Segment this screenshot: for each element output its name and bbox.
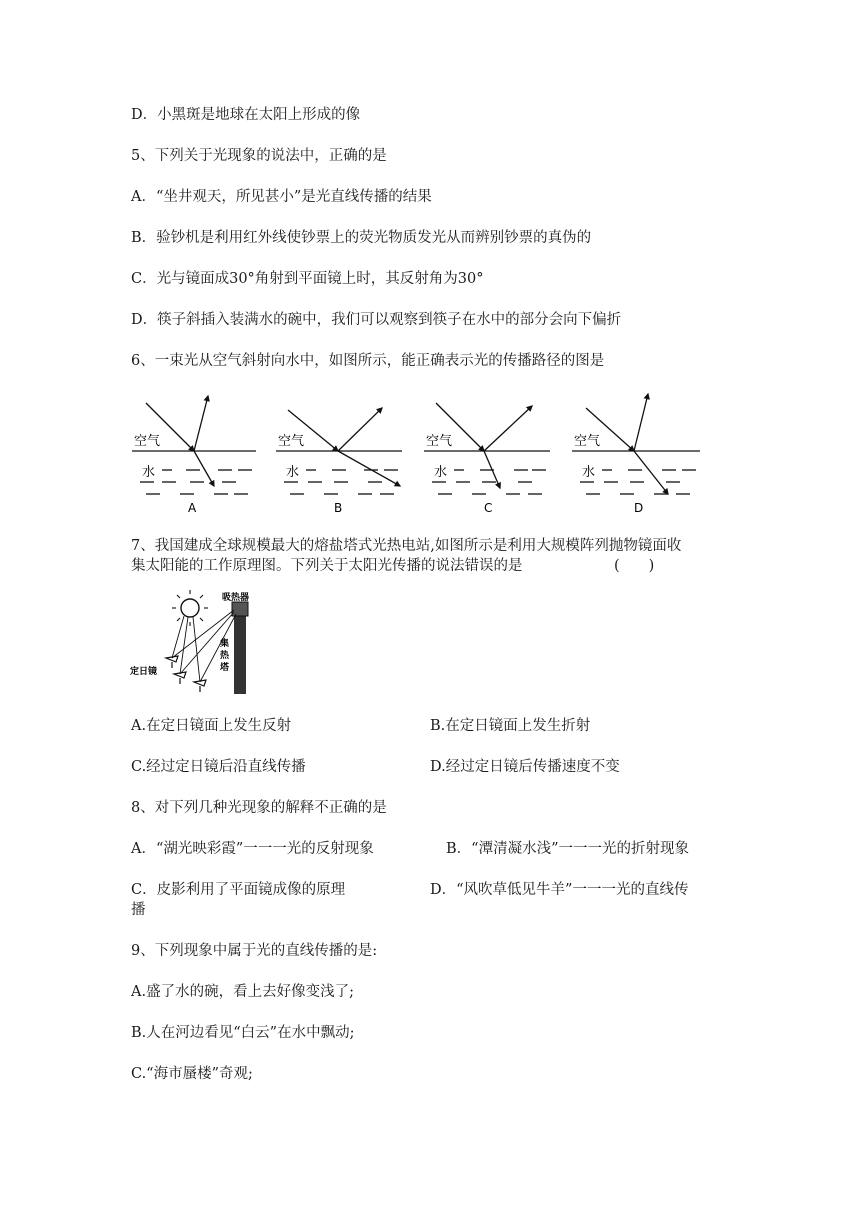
q6-water-label: 水 bbox=[434, 465, 448, 480]
q6-air-label: 空气 bbox=[278, 434, 305, 449]
q9-stem: 9、下列现象中属于光的直线传播的是: bbox=[131, 943, 378, 959]
q7-figure bbox=[128, 588, 268, 700]
sun-icon bbox=[172, 590, 208, 626]
q6-panel-c bbox=[424, 403, 550, 515]
tower-label-3: 塔 bbox=[220, 663, 230, 673]
q8-option-b: B．“潭清凝水浅”一一一光的折射现象 bbox=[446, 841, 689, 857]
q7-option-b: B.在定日镜面上发生折射 bbox=[430, 718, 591, 734]
q6-stem: 6、一束光从空气斜射向水中，如图所示，能正确表示光的传播路径的图是 bbox=[131, 353, 605, 369]
absorber-label: 吸热器 bbox=[222, 593, 250, 603]
heliostat-label: 定日镜 bbox=[130, 667, 158, 677]
q6-air-label: 空气 bbox=[574, 434, 601, 449]
q6-figure bbox=[128, 388, 708, 516]
q6-air-label: 空气 bbox=[426, 434, 453, 449]
q8-option-c: C．皮影利用了平面镜成像的原理 bbox=[131, 882, 346, 898]
q7-answer-paren: ( ) bbox=[614, 558, 655, 574]
q5-stem: 5、下列关于光现象的说法中，正确的是 bbox=[131, 148, 387, 164]
q9-option-a: A.盛了水的碗，看上去好像变浅了; bbox=[131, 984, 354, 1000]
q6-panel-b bbox=[276, 408, 402, 515]
q8-option-d: D．“风吹草低见牛羊”一一一光的直线传 bbox=[430, 882, 689, 898]
q6-panel-a-label: A bbox=[188, 501, 197, 515]
q6-panel-d-label: D bbox=[634, 501, 644, 515]
q9-option-c: C.“海市蜃楼”奇观; bbox=[131, 1066, 253, 1082]
q7-option-a: A.在定日镜面上发生反射 bbox=[131, 718, 292, 734]
q6-water-label: 水 bbox=[582, 465, 596, 480]
q7-option-d: D.经过定日镜后传播速度不变 bbox=[430, 759, 620, 775]
q6-air-label: 空气 bbox=[134, 434, 161, 449]
tower-label-1: 集 bbox=[220, 639, 230, 649]
q8-stem: 8、对下列几种光现象的解释不正确的是 bbox=[131, 800, 387, 816]
q9-option-b: B.人在河边看见“白云”在水中飘动; bbox=[131, 1025, 355, 1041]
q6-panel-b-label: B bbox=[334, 501, 343, 515]
q7-stem-line1: 7、我国建成全球规模最大的熔盐塔式光热电站,如图所示是利用大规模阵列抛物镜面收 bbox=[131, 538, 682, 554]
q5-option-a: A．“坐井观天，所见甚小”是光直线传播的结果 bbox=[131, 189, 432, 205]
q6-water-label: 水 bbox=[286, 465, 300, 480]
q5-option-d: D．筷子斜插入装满水的碗中，我们可以观察到筷子在水中的部分会向下偏折 bbox=[131, 312, 622, 328]
q6-panel-a bbox=[132, 396, 256, 515]
q7-option-c: C.经过定日镜后沿直线传播 bbox=[131, 759, 306, 775]
q8-option-d-wrap: 播 bbox=[131, 902, 146, 918]
tower-label-2: 热 bbox=[220, 651, 230, 661]
q6-water-label: 水 bbox=[142, 465, 156, 480]
q7-stem-line2: 集太阳能的工作原理图。下列关于太阳光传播的说法错误的是 bbox=[131, 558, 523, 574]
q4-option-d: D．小黑斑是地球在太阳上形成的像 bbox=[131, 107, 361, 123]
q5-option-c: C．光与镜面成30°角射到平面镜上时，其反射角为30° bbox=[131, 271, 484, 287]
q6-panel-d bbox=[572, 394, 700, 515]
q8-option-a: A．“湖光映彩霞”一一一光的反射现象 bbox=[131, 841, 374, 857]
q6-panel-c-label: C bbox=[484, 501, 493, 515]
q5-option-b: B．验钞机是利用红外线使钞票上的荧光物质发光从而辨别钞票的真伪的 bbox=[131, 230, 592, 246]
